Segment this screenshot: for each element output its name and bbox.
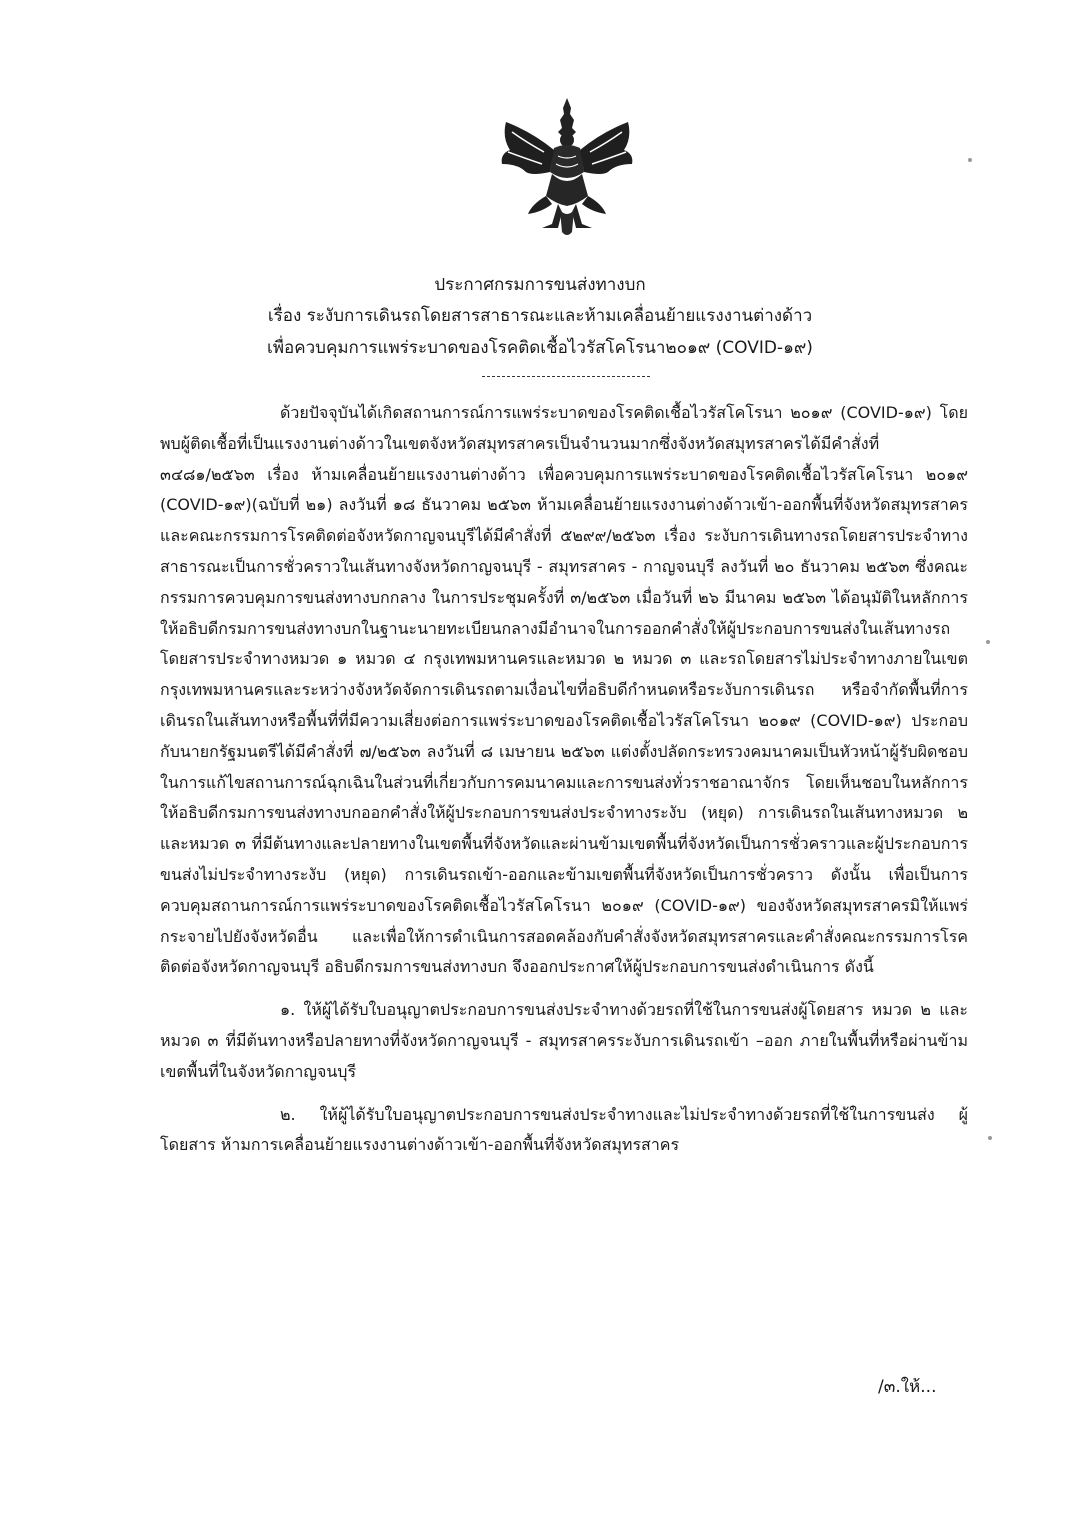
page-continuation: /๓.ให้... (878, 1377, 937, 1397)
announcement-body (160, 398, 968, 1161)
announcement-subject-continued: เพื่อควบคุมการแพร่ระบาดของโรคติดเชื้อไวรัสโคโรนา๒๐๑๙ (COVID-๑๙) (267, 338, 813, 358)
clause-1: ๑. ให้ผู้ได้รับใบอนุญาตประกอบการขนส่งประจำทางด้วยรถที่ใช้ในการขนส่งผู้โดยสาร หมวด ๒ และหมวด ๓ ที่มีต้นทางหรือปลายทางที่จังหวัดกาญจนบุรี - สมุทรสาครระงับการเดินรถเข้า –ออก ภายในพื้นที่หรือผ่านข้ามเขตพื้นที่ในจังหวัดกาญจนบุรี (160, 1000, 968, 1081)
scan-speck (968, 158, 972, 162)
announcement-subject: เรื่อง ระงับการเดินรถโดยสารสาธารณะและห้ามเคลื่อนย้ายแรงงานต่างด้าว (267, 306, 813, 326)
header-divider (482, 376, 650, 377)
announcement-issuer: ประกาศกรมการขนส่งทางบก (434, 275, 646, 295)
scan-speck (988, 1136, 992, 1140)
scan-speck (986, 640, 990, 644)
garuda-emblem-icon (492, 92, 642, 242)
intro-paragraph: ด้วยปัจจุบันได้เกิดสถานการณ์การแพร่ระบาดของโรคติดเชื้อไวรัสโคโรนา ๒๐๑๙ (COVID-๑๙) โดยพบผู้ติดเชื้อที่เป็นแรงงานต่างด้าวในเขตจังหวัดสมุทรสาครเป็นจำนวนมากซึ่งจังหวัดสมุทรสาครได้มีคำสั่งที่ ๓๔๘๑/๒๕๖๓ เรื่อง ห้ามเคลื่อนย้ายแรงงานต่างด้าว เพื่อควบคุมการแพร่ระบาดของโรคติดเชื้อไวรัสโคโรนา ๒๐๑๙ (COVID-๑๙)(ฉบับที่ ๒๑) ลงวันที่ ๑๘ ธันวาคม ๒๕๖๓ ห้ามเคลื่อนย้ายแรงงานต่างด้าวเข้า-ออกพื้นที่จังหวัดสมุทรสาคร และคณะกรรมการโรคติดต่อจังหวัดกาญจนบุรีได้มีคำสั่งที่ ๕๒๙๙/๒๕๖๓ เรื่อง ระงับการเดินทางรถโดยสารประจำทางสาธารณะเป็นการชั่วคราวในเส้นทางจังหวัดกาญจนบุรี - สมุทรสาคร - กาญจนบุรี ลงวันที่ ๒๐ ธันวาคม ๒๕๖๓ ซึ่งคณะกรรมการควบคุมการขนส่งทางบกกลาง ในการประชุมครั้งที่ ๓/๒๕๖๓ เมื่อวันที่ ๒๖ มีนาคม ๒๕๖๓ ได้อนุมัติในหลักการให้อธิบดีกรมการขนส่งทางบกในฐานะนายทะเบียนกลางมีอำนาจในการออกคำสั่งให้ผู้ประกอบการขนส่งในเส้นทางรถโดยสารประจำทางหมวด ๑ หมวด ๔ กรุงเทพมหานครและหมวด ๒ หมวด ๓ และรถโดยสารไม่ประจำทางภายในเขตกรุงเทพมหานครและระหว่างจังหวัดจัดการเดินรถตามเงื่อนไขที่อธิบดีกำหนดหรือระงับการเดินรถ หรือจำกัดพื้นที่การเดินรถในเส้นทางหรือพื้นที่ที่มีความเสี่ยงต่อการแพร่ระบาดของโรคติดเชื้อไวรัสโคโรนา ๒๐๑๙ (COVID-๑๙) ประกอบกับนายกรัฐมนตรีได้มีคำสั่งที่ ๗/๒๕๖๓ ลงวันที่ ๘ เมษายน ๒๕๖๓ แต่งตั้งปลัดกระทรวงคมนาคมเป็นหัวหน้าผู้รับผิดชอบในการแก้ไขสถานการณ์ฉุกเฉินในส่วนที่เกี่ยวกับการคมนาคมและการขนส่งทั่วราชอาณาจักร โดยเห็นชอบในหลักการให้อธิบดีกรมการขนส่งทางบกออกคำสั่งให้ผู้ประกอบการขนส่งประจำทางระงับ (หยุด) การเดินรถในเส้นทางหมวด ๒ และหมวด ๓ ที่มีต้นทางและปลายทางในเขตพื้นที่จังหวัดและผ่านข้ามเขตพื้นที่จังหวัดเป็นการชั่วคราวและผู้ประกอบการขนส่งไม่ประจำทางระงับ (หยุด) การเดินรถเข้า-ออกและข้ามเขตพื้นที่จังหวัดเป็นการชั่วคราว ดังนั้น เพื่อเป็นการควบคุมสถานการณ์การแพร่ระบาดของโรคติดเชื้อไวรัสโคโรนา ๒๐๑๙ (COVID-๑๙) ของจังหวัดสมุทรสาครมิให้แพร่กระจายไปยังจังหวัดอื่น และเพื่อให้การดำเนินการสอดคล้องกับคำสั่งจังหวัดสมุทรสาครและคำสั่งคณะกรรมการโรคติดต่อจังหวัดกาญจนบุรี อธิบดีกรมการขนส่งทางบก จึงออกประกาศให้ผู้ประกอบการขนส่งดำเนินการ ดังนี้ (160, 403, 968, 977)
clause-2: ๒. ให้ผู้ได้รับใบอนุญาตประกอบการขนส่งประจำทางและไม่ประจำทางด้วยรถที่ใช้ในการขนส่ง ผู้โดยสาร ห้ามการเคลื่อนย้ายแรงงานต่างด้าวเข้า-ออกพื้นที่จังหวัดสมุทรสาคร (160, 1104, 968, 1155)
